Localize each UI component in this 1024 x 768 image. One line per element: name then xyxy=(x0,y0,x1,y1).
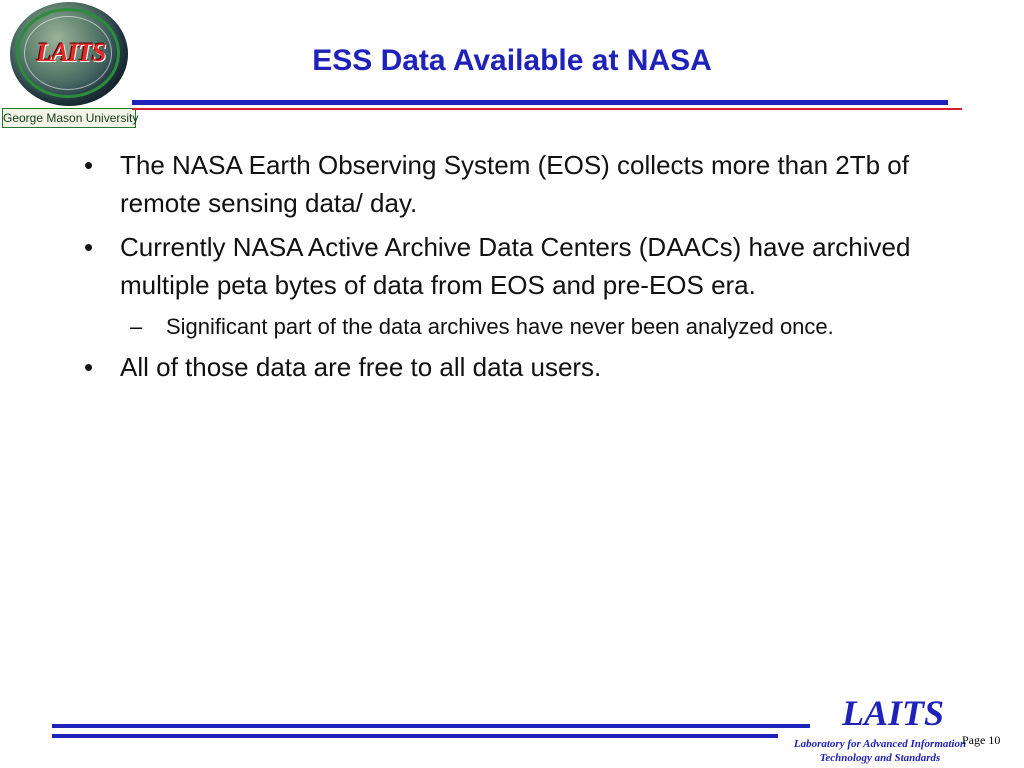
page-number: Page 10 xyxy=(962,733,1001,747)
bullet-icon: • xyxy=(84,352,94,382)
bullet-item xyxy=(84,348,944,386)
sub-bullet-item xyxy=(84,310,944,343)
title-rule-red xyxy=(132,108,962,110)
slide-title: ESS Data Available at NASA xyxy=(312,44,712,77)
footer-brand: LAITS xyxy=(841,693,945,733)
bullet-text: The NASA Earth Observing System (EOS) collects more than 2Tb of remote sensing data/ day. xyxy=(120,150,909,218)
logo-name: LAITS xyxy=(36,38,106,67)
logo-university-label: George Mason University xyxy=(2,108,136,128)
bullet-item xyxy=(84,146,944,222)
bullet-text: All of those data are free to all data users. xyxy=(120,352,602,382)
slide-content xyxy=(84,146,944,392)
sub-bullet-text: Significant part of the data archives have never been analyzed once. xyxy=(166,314,834,339)
title-rule-blue xyxy=(132,100,948,105)
bullet-icon: • xyxy=(84,150,94,180)
footer-lab-name: Laboratory for Advanced Information Technology and Standards xyxy=(793,738,967,764)
dash-icon: – xyxy=(130,314,143,339)
bullet-text: Currently NASA Active Archive Data Centers (DAACs) have archived multiple peta bytes of data from EOS and pre-EOS era. xyxy=(120,232,911,300)
footer-rule-lower xyxy=(52,734,778,738)
bullet-icon: • xyxy=(84,232,94,262)
footer-rule xyxy=(52,724,810,728)
bullet-item xyxy=(84,228,944,304)
laits-logo xyxy=(2,0,139,132)
